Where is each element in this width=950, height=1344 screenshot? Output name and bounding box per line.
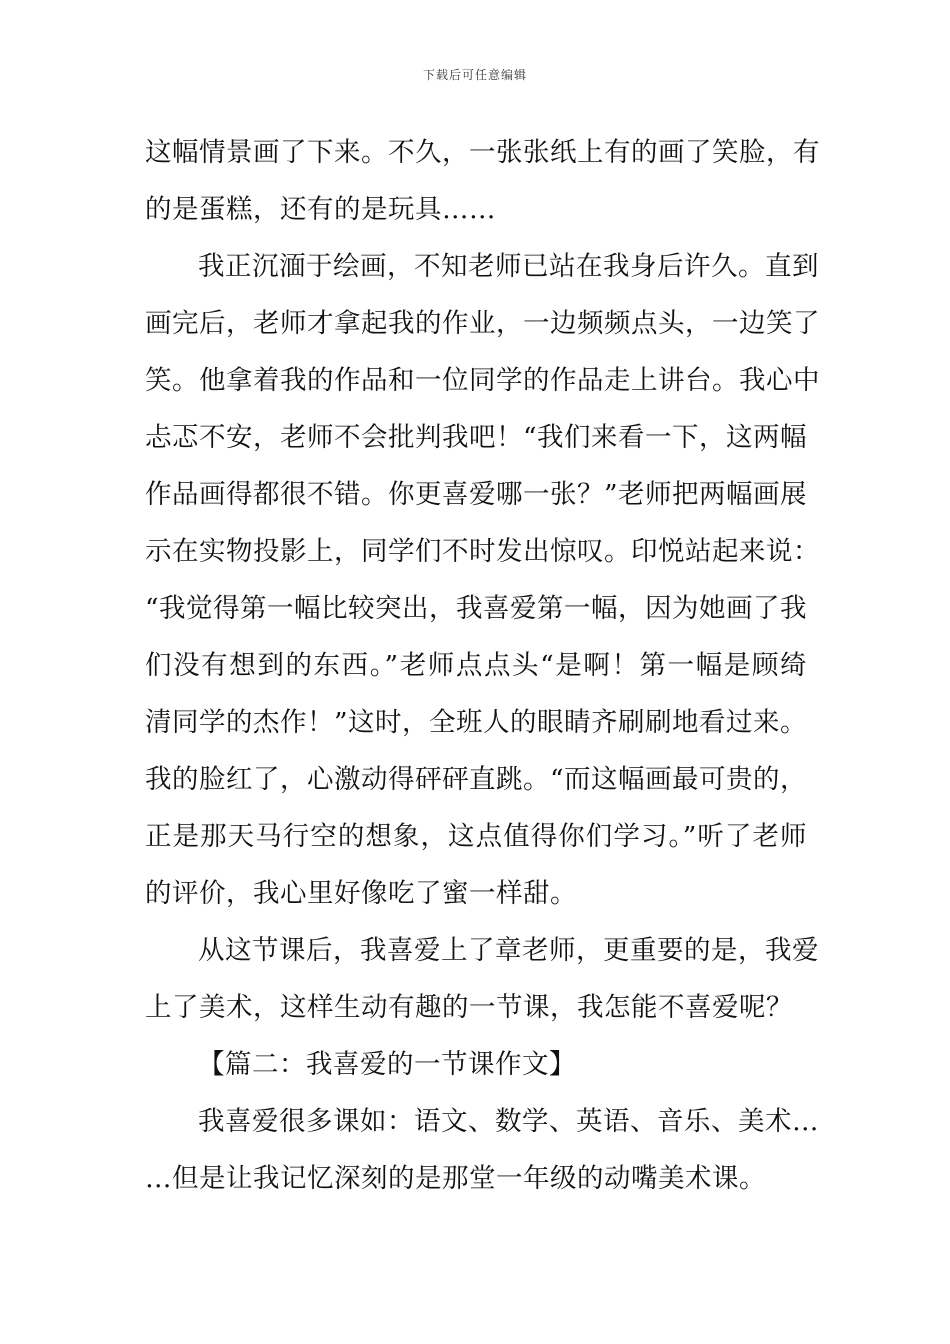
text-line: 忐忑不安，老师不会批判我吧！“我们来看一下，这两幅 xyxy=(145,422,808,453)
text-line: 画完后，老师才拿起我的作业，一边频频点头，一边笑了 xyxy=(145,308,820,339)
text-line: 示在实物投影上，同学们不时发出惊叹。印悦站起来说： xyxy=(145,536,820,567)
page-header: 下载后可任意编辑 xyxy=(422,68,527,82)
text-line: 的是蛋糕，还有的是玩具…… xyxy=(145,194,496,225)
text-line: 们没有想到的东西。”老师点点头“是啊！第一幅是顾绮 xyxy=(145,650,807,681)
paragraph-start-line: 从这节课后，我喜爱上了章老师，更重要的是，我爱 xyxy=(198,935,819,966)
text-line: 上了美术，这样生动有趣的一节课，我怎能不喜爱呢？ xyxy=(145,992,793,1023)
section-heading: 【篇二：我喜爱的一节课作文】 xyxy=(198,1049,576,1080)
paragraph-start-line: 我正沉湎于绘画，不知老师已站在我身后许久。直到 xyxy=(198,251,819,282)
text-line: “我觉得第一幅比较突出，我喜爱第一幅，因为她画了我 xyxy=(145,593,808,624)
text-line: 这幅情景画了下来。不久，一张张纸上有的画了笑脸，有 xyxy=(145,137,820,168)
text-line: 笑。他拿着我的作品和一位同学的作品走上讲台。我心中 xyxy=(145,365,820,396)
text-line: 作品画得都很不错。你更喜爱哪一张？”老师把两幅画展 xyxy=(145,479,808,510)
text-line: 正是那天马行空的想象，这点值得你们学习。”听了老师 xyxy=(145,821,807,852)
document-body xyxy=(145,127,820,1210)
text-line: 的评价，我心里好像吃了蜜一样甜。 xyxy=(145,878,577,909)
text-line: 我的脸红了，心激动得砰砰直跳。“而这幅画最可贵的， xyxy=(145,764,808,795)
text-line: …但是让我记忆深刻的是那堂一年级的动嘴美术课。 xyxy=(145,1163,766,1194)
text-line: 清同学的杰作！”这时，全班人的眼睛齐刷刷地看过来。 xyxy=(145,707,808,738)
paragraph-start-line: 我喜爱很多课如：语文、数学、英语、音乐、美术… xyxy=(198,1106,819,1137)
